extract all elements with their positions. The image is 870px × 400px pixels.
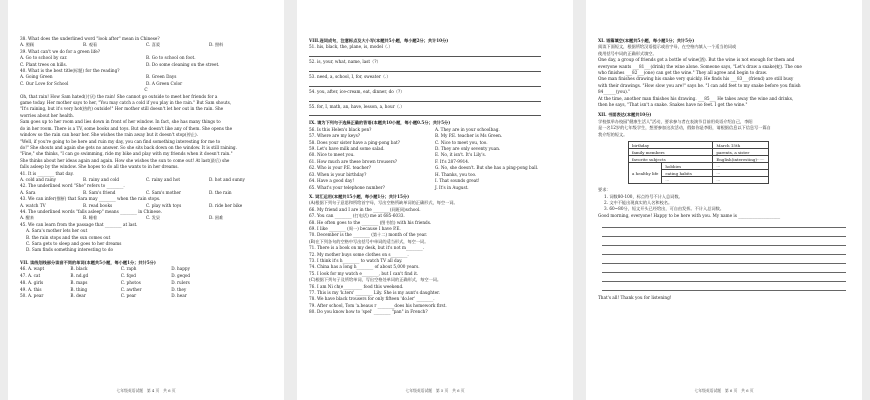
q63: 63. When is your birthday?	[309, 171, 367, 177]
q38-opt-c: C. 喜爱	[146, 42, 161, 48]
passage-line: At the time, another man finishes his drawing. ___85___ He takes away the wine and drinks,	[598, 95, 794, 101]
q47-a: 47. A. cat	[20, 273, 41, 279]
answer-f: F. It's 287-9914.	[435, 158, 470, 164]
section-7-rows	[20, 266, 272, 300]
q55-answer-line[interactable]	[309, 110, 541, 116]
q40-opt-b: B. Green Days	[146, 74, 177, 80]
passage-line: who finishes ___82___(one) can get the wine." They all agree and begin to draw.	[598, 70, 768, 76]
passage-line: She thinks about her ideas again and again. How she wishes the sun to come out! At last(最后) she	[20, 157, 230, 163]
essay-closing: That's all! Thank you for listening!	[598, 295, 672, 301]
q43-opt-d: D. ride her bike	[209, 202, 243, 208]
q41-stem: 41. It is ________ that day.	[20, 170, 74, 176]
passage-line: then he says, "That isn't a snake. Snakes have no feet. I get the wine."	[598, 102, 748, 108]
q47-b: B. nd.gd	[70, 273, 89, 279]
q38-options	[20, 42, 272, 48]
table-cell: March 15th	[713, 142, 768, 149]
q45-opt-d: D. Sam finds something interesting to do	[26, 247, 114, 253]
passage-line: 84______(you)."	[598, 89, 630, 95]
q69: 69. I like ________ (周一) because I have P.E.	[309, 225, 401, 231]
writing-line[interactable]	[602, 282, 846, 291]
essay-writing-area[interactable]	[598, 219, 850, 291]
q48-c: C. photos	[120, 279, 141, 285]
passage-line: with their drawings. "How slow you are!" says he. "I can add feet to my snake before you finish	[598, 82, 801, 88]
section-12-intro: 学校拟举办校园"健康生活人"活动，要求参与者在表演节目前用英语介绍自己，李阳	[598, 118, 753, 124]
table-cell: favorite subjects	[629, 156, 713, 163]
writing-line[interactable]	[602, 264, 846, 273]
q50-a: 50. A. pear	[20, 293, 44, 299]
page-5	[297, 0, 573, 400]
q46-c: C. raph	[120, 266, 137, 272]
table-cell: ···	[662, 177, 713, 184]
q50-c: C. pear	[120, 293, 137, 299]
q39-opt-c: C. Plant trees on hills.	[20, 61, 67, 67]
passage-line: do!" She shouts and again she gets no answer. So she sits back down on the window. It is still raining.	[20, 144, 237, 150]
writing-line[interactable]	[602, 246, 846, 255]
section-10-part-a: (A)根据下列句子意思和所给首字母，写出空格所缺单词的正确形式，每空一词。	[309, 200, 458, 206]
q51: 51. his, black, the, plane, is, model（.）	[309, 44, 393, 50]
page-footer: 七年级英语试题 第 6 页 共 6 页	[694, 388, 754, 393]
table-cell: eating habits	[662, 170, 713, 177]
table-row	[629, 149, 769, 156]
q49-d: D. they	[171, 286, 187, 292]
page-footer: 七年级英语试题 第 4 页 共 6 页	[116, 388, 176, 393]
q58: 58. Does your sister have a ping-pong bat?	[309, 139, 400, 145]
q49-b: B. thing	[70, 286, 88, 292]
q41-opt-a: A. cold and rainy	[20, 176, 57, 182]
q43-opt-c: C. play with toys	[146, 202, 182, 208]
q57: 57. Where are my keys?	[309, 133, 361, 139]
passage-line: worries about her health.	[20, 112, 75, 118]
q43-opt-b: B. read books	[83, 202, 113, 208]
section-11-intro: 阅读下面短文，根据所给汉语提示或首字母，在空格内填入一个适当的词或	[598, 44, 737, 50]
q41-opt-d: D. hot and sunny	[209, 176, 245, 182]
q64: 64. Have a good day!	[309, 178, 355, 184]
q72: 72. My mother buys some clothes on s________.	[309, 251, 409, 257]
q54: 54. you, after, ice-cream, eat, dinner, do（?）	[309, 89, 405, 95]
q44-opt-c: C. 发呆	[146, 215, 161, 221]
table-cell: ···	[713, 177, 768, 184]
q45-stem: 45. We can learn from the passage that ________ at last.	[20, 221, 138, 227]
q38-opt-a: A. 照顾	[20, 42, 35, 48]
q42-opt-c: C. Sam's mother	[146, 189, 182, 195]
q49-a: 49. A. this	[20, 286, 42, 292]
q39-stem: 39. What can't we do for a green life?	[20, 48, 100, 54]
q42-opt-d: D. the rain	[209, 189, 232, 195]
writing-line[interactable]	[602, 228, 846, 237]
writing-line[interactable]	[602, 219, 846, 228]
q41-opt-b: B. rainy and cold	[83, 176, 120, 182]
q53: 53. need, a, school, I, for, sweater（.）	[309, 74, 391, 80]
q40-opt-d: D. A Green Color	[146, 80, 183, 86]
q70: 70. December is the ________ (第十二) month of the year.	[309, 232, 428, 238]
passage-line: Oh, that rain! How Sam hated(讨厌) the rain! She cannot go outside to meet her friends for a	[20, 93, 218, 99]
q40-opt-a: A. Going Green	[20, 74, 53, 80]
page-4	[8, 0, 284, 400]
table-cell: ···	[713, 163, 768, 170]
q59: 59. Let's have milk and some salad.	[309, 146, 385, 152]
q46-b: B. black	[70, 266, 88, 272]
q45-opt-a: A. Sara's mother lets her out	[26, 228, 88, 234]
passage-line: game today. Her mother says to her, "You may catch a cold if you play in the rain." But Sam shouts,	[20, 100, 232, 106]
q74: 74. China has a long h________ of about 5,000 years.	[309, 264, 420, 270]
q39-opt-a: A. Go to school by car.	[20, 55, 68, 61]
answer-e: E. No, it isn't. It's Lily's.	[435, 152, 487, 158]
info-table	[628, 141, 769, 184]
table-cell: birthday	[629, 142, 713, 149]
section-9-rows	[309, 127, 561, 191]
answer-i: I. That sounds great!	[435, 178, 480, 184]
q44-opt-d: D. 困难	[209, 215, 224, 221]
table-row	[629, 142, 769, 149]
section-12-intro: 是一名12岁的七年级学生，想要参加这次活动，假如你是李阳，请根据信息以下信息写一篇自	[598, 125, 771, 131]
q76: 76. I am Ni ch(e_________ food this weekend.	[309, 283, 404, 289]
q49-c: C. awther	[120, 286, 142, 292]
q71: 71. There is a book on my desk, but it's not m________.	[309, 245, 425, 251]
page-footer: 七年级英语试题 第 5 页 共 6 页	[405, 388, 465, 393]
section-11-heading: XI. 语篇填空(本题共5小题，每小题1分；共计5分)	[598, 38, 695, 43]
q47-d: D. geqod	[171, 273, 191, 279]
section-10-part-c: (C)根据下列句子及所给单词，写出空格处单词的正确形式，每空一词。	[309, 277, 442, 283]
q65: 65. What's your telephone number?	[309, 184, 385, 190]
q73: 73. I think it's h________ to watch TV all day.	[309, 257, 403, 263]
passage-line: everyone wants ___81___(drink) the wine alone. Someone says, "Let's draw a snake(蛇). The one	[598, 63, 802, 69]
q38-opt-b: B. 观看	[83, 42, 98, 48]
q40-options	[20, 74, 272, 87]
q48-a: 48. A. girls	[20, 279, 44, 285]
q60: 60. Nice to meet you.	[309, 152, 355, 158]
passage-line: falls asleep by the window. She hopes to do all the wants to in her dreams.	[20, 164, 179, 170]
writing-line[interactable]	[602, 237, 846, 246]
q42-opt-b: B. Sam's friend	[83, 189, 116, 195]
table-row	[629, 156, 769, 163]
answer-a: A. They are in your schoolbag.	[435, 126, 500, 132]
q38-stem: 38. What does the underlined word "look after" mean in Chinese?	[20, 36, 160, 41]
q44-stem: 44. The underlined words "falls asleep" means ________ in Chinese.	[20, 208, 162, 214]
q42-stem: 42. The underlined word "She" refers to ________.	[20, 183, 125, 189]
q39-opt-d: D. Do some cleaning on the street.	[146, 61, 220, 67]
requirement: 1. 词数80-100，标点符号不计入总词数。	[604, 193, 683, 199]
requirements-title: 要求：	[598, 187, 611, 193]
passage-line: Sam goes up to her room and lies down in front of her window. In fact, she has many things to	[20, 119, 221, 125]
passage-c-mark: C	[144, 87, 148, 93]
q40-opt-c: C. Our Love for School	[20, 80, 69, 86]
q44-opt-b: B. 睡着	[83, 215, 98, 221]
table-cell: ···	[713, 170, 768, 177]
q78: 78. We have black trousers for only fifteen 'do.ler' ________.	[309, 296, 435, 302]
q43-stem: 43. We can infer(推断) that Sara may ________ when the rain stops.	[20, 196, 161, 202]
q39-opt-b: B. Go to school on foot.	[146, 55, 196, 61]
section-8-heading: VIII.连词成句，注意标点及大小写(本题共5小题，每小题2分；共计10分)	[309, 38, 449, 43]
q39-options	[20, 55, 272, 68]
q61: 61. How much are these brown trousers?	[309, 158, 397, 164]
q79: 79. After school, Tom 'a.beaus r ________does his homework first.	[309, 302, 447, 308]
page-6	[586, 0, 862, 400]
q67: 67. You can ________ (打电话) me at 685-6033.	[309, 213, 405, 219]
writing-line[interactable]	[602, 255, 846, 264]
essay-opening: Good morning, everyone! Happy to be here with you. My name is ____________________	[598, 212, 781, 218]
q52: 52. is, your, what, name, last（?）	[309, 59, 381, 65]
passage-line: One man finishes drawing his snake very quickly. He finds his ___83___(friend) are still busy	[598, 76, 794, 82]
q68: 68. He often goes to the ________ (图书馆) with his friends.	[309, 219, 432, 225]
q53-answer-line[interactable]	[309, 81, 541, 87]
q40-stem: 40. What is the best title(标题) for the reading?	[20, 68, 120, 74]
answer-h: H. Thanks, you too.	[435, 171, 477, 177]
section-7-heading: VII. 读线划线部分读音不同的单词(本题共5小题，每小题1分；共计5分)	[20, 259, 156, 265]
q45-opt-b: B. the rain stops and the sun comes out	[26, 234, 111, 240]
answer-d: D. They are only seventy yuan.	[435, 146, 501, 152]
answer-g: G. No, she doesn't. But she has a ping-pong ball.	[435, 165, 539, 171]
q43-opt-a: A. watch TV	[20, 202, 46, 208]
section-9-title: IX. 请为下列句子选择正确的答语(本题共10小题，每小题0.5分；共计5分)	[309, 120, 451, 126]
passage-line: do in her room. There is a TV, some books and toys. But she doesn't like any of them. She opens the	[20, 125, 233, 131]
q42-opt-a: A. Sara	[20, 189, 36, 195]
section-12-intro: 我介绍的短文。	[598, 131, 628, 137]
passage-line: "Well, if you're going to be here and ruin my day, you can find something interesting for me to	[20, 138, 221, 144]
answer-b: B. My P.E. teacher is Ms Green.	[435, 133, 503, 139]
q41-opt-c: C. rainy and hot	[146, 176, 181, 182]
table-group-cell: a healthy life	[629, 163, 662, 184]
q51-answer-line[interactable]	[309, 51, 541, 57]
q45-opt-c: C. Sara gets to sleep and goes to her dreams	[26, 241, 122, 246]
passage-line: window so the rain can hear her. She wishes the rain away but it doesn't stop(停止).	[20, 132, 198, 138]
table-cell: hobbies	[662, 163, 713, 170]
q46-a: 46. A. wapt	[20, 266, 45, 272]
q75: 75. I look for my watch e________, but I can't find it.	[309, 270, 419, 276]
q62: 62. Who is your P.E. teacher?	[309, 165, 372, 171]
q47-c: C. fqod	[120, 273, 136, 279]
q66: 66. My friend and I are in the ________(同班同)school.	[309, 206, 421, 212]
passage-c	[20, 94, 272, 171]
q44-options	[20, 215, 272, 221]
section-11-intro: 使用括号中词的正确形式填空。	[598, 50, 657, 56]
q50-b: B. dear	[70, 293, 86, 299]
requirement: 2. 文中不能出现真实的人名和校名。	[604, 199, 673, 205]
q50-d: D. hear	[171, 293, 187, 299]
answer-j: J. It's in August.	[435, 184, 469, 190]
table-row	[629, 163, 769, 170]
q48-b: B. maps	[70, 279, 88, 285]
table-cell: family members	[629, 149, 713, 156]
section-10-part-b: (B)在下列各句的空格中写出括号中单词的适当形式，每空一词。	[309, 238, 429, 244]
answer-c: C. Nice to meet you, too.	[435, 139, 488, 145]
passage-line: "It's raining, but it's very hot(热的) outside!" Her mother still doesn't let her out in the rain. She	[20, 106, 224, 112]
q44-opt-a: A. 醒来	[20, 215, 35, 221]
passage-line: One day, a group of friends got a bottle of wine(酒). But the wine is not enough for them and	[598, 57, 795, 63]
q48-d: D. rulers	[171, 279, 190, 285]
q77: 77. This is my 'k.ters' ________ Lily. She is my aunt's daughter.	[309, 290, 440, 295]
q46-d: D. happy	[171, 266, 190, 272]
writing-line[interactable]	[602, 273, 846, 282]
q55: 55. for, I, math, an, have, lesson, a, hour（.）	[309, 104, 405, 110]
q38-opt-d: D. 照料	[209, 42, 224, 48]
section-12-heading: XII. 书面表达(本题共10分)	[598, 112, 652, 118]
section-10-heading: X. 词汇运用(本题共15小题，每小题1分；共计15分)	[309, 193, 410, 199]
q56: 56. Is this Helen's black pen?	[309, 126, 372, 132]
requirement: 3. 60~80分，短文开头已经给出，可自由发挥。不计入总词数。	[604, 206, 724, 212]
q52-answer-line[interactable]	[309, 66, 541, 72]
table-cell: parents, a sister	[713, 149, 768, 156]
passage-line: "Fine," she thinks, "I can go swimming, ride my bike and play with my friends when it doesn't rain."	[20, 151, 233, 157]
q54-answer-line[interactable]	[309, 96, 541, 102]
table-cell: English(interesting)······	[713, 156, 768, 163]
q80: 80. Do you know how to 'spel' ________ "pan" in French?	[309, 309, 428, 315]
